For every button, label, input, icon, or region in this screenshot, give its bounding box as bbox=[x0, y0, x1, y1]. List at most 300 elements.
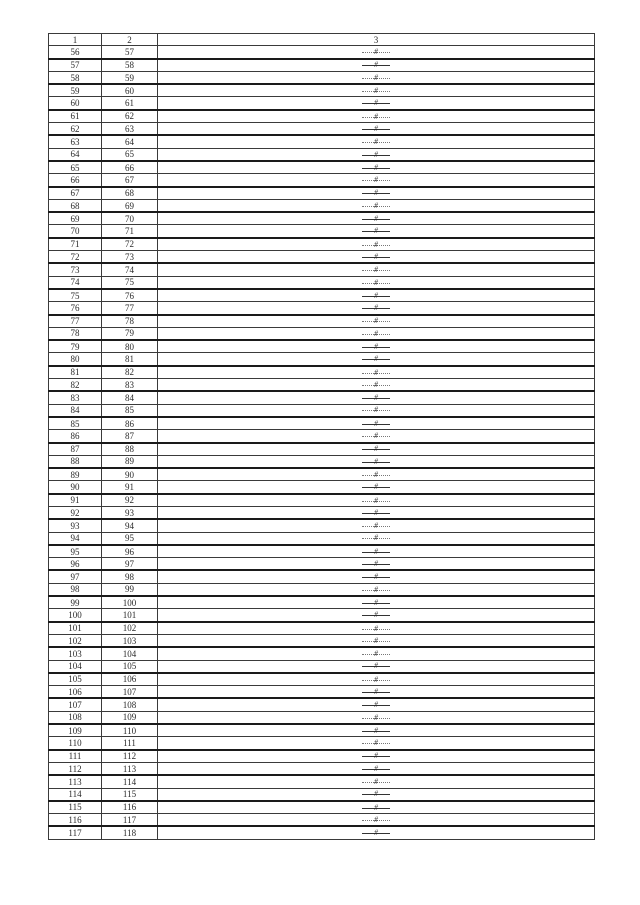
table-row bbox=[49, 609, 595, 622]
cell-col-2: 70 bbox=[102, 212, 158, 225]
mark-symbol: # bbox=[374, 379, 378, 389]
cell-col-3 bbox=[158, 558, 595, 571]
cell-col-2: 105 bbox=[102, 660, 158, 673]
table-row bbox=[49, 276, 595, 289]
cell-col-3 bbox=[158, 826, 595, 839]
cell-col-3 bbox=[158, 443, 595, 456]
table-row bbox=[49, 161, 595, 174]
cell-col-1: 61 bbox=[49, 110, 102, 123]
cell-col-2: 60 bbox=[102, 84, 158, 97]
cell-mark bbox=[362, 701, 390, 710]
table-row bbox=[49, 174, 595, 187]
cell-col-3 bbox=[158, 570, 595, 583]
cell-col-3 bbox=[158, 340, 595, 353]
cell-col-3 bbox=[158, 417, 595, 430]
mark-symbol: # bbox=[374, 251, 378, 261]
cell-col-3 bbox=[158, 289, 595, 302]
mark-symbol: # bbox=[374, 456, 378, 466]
mark-symbol: # bbox=[374, 482, 378, 492]
cell-mark bbox=[362, 560, 390, 569]
cell-col-3 bbox=[158, 737, 595, 750]
cell-mark bbox=[362, 304, 390, 313]
cell-col-1: 88 bbox=[49, 455, 102, 468]
cell-col-2: 72 bbox=[102, 238, 158, 251]
cell-col-2: 90 bbox=[102, 468, 158, 481]
cell-col-1: 59 bbox=[49, 84, 102, 97]
cell-col-2: 59 bbox=[102, 71, 158, 84]
cell-mark bbox=[362, 292, 390, 301]
mark-symbol: # bbox=[374, 111, 378, 121]
cell-col-3 bbox=[158, 801, 595, 814]
cell-col-2: 62 bbox=[102, 110, 158, 123]
cell-mark bbox=[362, 714, 390, 723]
mark-symbol: # bbox=[374, 188, 378, 198]
table-row bbox=[49, 327, 595, 340]
cell-col-3 bbox=[158, 762, 595, 775]
mark-symbol: # bbox=[374, 584, 378, 594]
cell-col-1: 62 bbox=[49, 123, 102, 136]
cell-col-1: 68 bbox=[49, 199, 102, 212]
cell-col-2: 100 bbox=[102, 596, 158, 609]
cell-col-2: 110 bbox=[102, 724, 158, 737]
cell-mark bbox=[362, 317, 390, 326]
cell-col-3 bbox=[158, 494, 595, 507]
mark-symbol: # bbox=[374, 700, 378, 710]
cell-col-2: 113 bbox=[102, 762, 158, 775]
cell-mark bbox=[362, 215, 390, 224]
cell-col-1: 63 bbox=[49, 135, 102, 148]
cell-mark bbox=[362, 458, 390, 467]
cell-col-1: 91 bbox=[49, 494, 102, 507]
cell-col-3 bbox=[158, 315, 595, 328]
cell-mark bbox=[362, 138, 390, 147]
cell-mark bbox=[362, 394, 390, 403]
cell-mark bbox=[362, 471, 390, 480]
mark-symbol: # bbox=[374, 162, 378, 172]
cell-mark bbox=[362, 739, 390, 748]
cell-col-2: 81 bbox=[102, 353, 158, 366]
cell-col-2: 78 bbox=[102, 315, 158, 328]
cell-col-3 bbox=[158, 327, 595, 340]
cell-mark bbox=[362, 509, 390, 518]
table-row bbox=[49, 737, 595, 750]
mark-symbol: # bbox=[374, 86, 378, 96]
mark-symbol: # bbox=[374, 635, 378, 645]
cell-col-1: 83 bbox=[49, 391, 102, 404]
table-row bbox=[49, 46, 595, 59]
cell-col-1: 66 bbox=[49, 174, 102, 187]
table-row bbox=[49, 430, 595, 443]
mark-symbol: # bbox=[374, 572, 378, 582]
cell-col-2: 69 bbox=[102, 199, 158, 212]
cell-col-1: 79 bbox=[49, 340, 102, 353]
cell-mark bbox=[362, 48, 390, 57]
cell-mark bbox=[362, 804, 390, 813]
cell-col-2: 87 bbox=[102, 430, 158, 443]
cell-col-3 bbox=[158, 148, 595, 161]
cell-col-1: 65 bbox=[49, 161, 102, 174]
table-row bbox=[49, 468, 595, 481]
cell-col-2: 86 bbox=[102, 417, 158, 430]
cell-mark bbox=[362, 573, 390, 582]
cell-col-3 bbox=[158, 532, 595, 545]
cell-col-1: 111 bbox=[49, 750, 102, 763]
cell-mark bbox=[362, 534, 390, 543]
cell-col-1: 109 bbox=[49, 724, 102, 737]
cell-col-2: 68 bbox=[102, 187, 158, 200]
cell-mark bbox=[362, 522, 390, 531]
table-row bbox=[49, 225, 595, 238]
table-row bbox=[49, 391, 595, 404]
mark-symbol: # bbox=[374, 802, 378, 812]
cell-col-3 bbox=[158, 225, 595, 238]
table-row bbox=[49, 724, 595, 737]
mark-symbol: # bbox=[374, 444, 378, 454]
cell-col-3 bbox=[158, 724, 595, 737]
cell-mark bbox=[362, 662, 390, 671]
table-row bbox=[49, 71, 595, 84]
table-row bbox=[49, 532, 595, 545]
cell-col-1: 57 bbox=[49, 59, 102, 72]
cell-col-3 bbox=[158, 391, 595, 404]
cell-mark bbox=[362, 778, 390, 787]
cell-col-1: 85 bbox=[49, 417, 102, 430]
mark-symbol: # bbox=[374, 149, 378, 159]
table-row bbox=[49, 814, 595, 827]
mark-symbol: # bbox=[374, 47, 378, 57]
cell-col-2: 84 bbox=[102, 391, 158, 404]
table-row bbox=[49, 762, 595, 775]
table-row bbox=[49, 110, 595, 123]
cell-col-3 bbox=[158, 647, 595, 660]
mark-symbol: # bbox=[374, 623, 378, 633]
cell-col-2: 71 bbox=[102, 225, 158, 238]
cell-col-3 bbox=[158, 404, 595, 417]
cell-col-3 bbox=[158, 506, 595, 519]
cell-col-1: 96 bbox=[49, 558, 102, 571]
cell-mark bbox=[362, 99, 390, 108]
table-row bbox=[49, 187, 595, 200]
cell-mark bbox=[362, 765, 390, 774]
mark-symbol: # bbox=[374, 290, 378, 300]
cell-col-1: 90 bbox=[49, 481, 102, 494]
mark-symbol: # bbox=[374, 214, 378, 224]
cell-mark bbox=[362, 688, 390, 697]
cell-col-1: 102 bbox=[49, 634, 102, 647]
cell-col-1: 101 bbox=[49, 622, 102, 635]
cell-col-2: 67 bbox=[102, 174, 158, 187]
table-row bbox=[49, 775, 595, 788]
table-row bbox=[49, 711, 595, 724]
cell-col-3 bbox=[158, 673, 595, 686]
table-row bbox=[49, 443, 595, 456]
mark-symbol: # bbox=[374, 649, 378, 659]
cell-col-2: 83 bbox=[102, 379, 158, 392]
mark-symbol: # bbox=[374, 393, 378, 403]
cell-col-2: 93 bbox=[102, 506, 158, 519]
header-col-1: 1 bbox=[49, 34, 102, 46]
cell-col-1: 58 bbox=[49, 71, 102, 84]
cell-mark bbox=[362, 548, 390, 557]
cell-col-2: 91 bbox=[102, 481, 158, 494]
table-row bbox=[49, 686, 595, 699]
header-col-2: 2 bbox=[102, 34, 158, 46]
table-row bbox=[49, 238, 595, 251]
mark-symbol: # bbox=[374, 123, 378, 133]
cell-col-1: 80 bbox=[49, 353, 102, 366]
cell-mark bbox=[362, 113, 390, 122]
cell-mark bbox=[362, 381, 390, 390]
cell-col-2: 58 bbox=[102, 59, 158, 72]
cell-mark bbox=[362, 816, 390, 825]
cell-mark bbox=[362, 355, 390, 364]
cell-col-3 bbox=[158, 46, 595, 59]
mark-symbol: # bbox=[374, 341, 378, 351]
mark-symbol: # bbox=[374, 507, 378, 517]
cell-col-2: 118 bbox=[102, 826, 158, 839]
cell-col-2: 112 bbox=[102, 750, 158, 763]
table-row bbox=[49, 84, 595, 97]
table-body bbox=[49, 46, 595, 839]
mark-symbol: # bbox=[374, 328, 378, 338]
cell-mark bbox=[362, 625, 390, 634]
cell-col-1: 98 bbox=[49, 583, 102, 596]
cell-col-2: 73 bbox=[102, 251, 158, 264]
cell-mark bbox=[362, 650, 390, 659]
cell-col-2: 82 bbox=[102, 366, 158, 379]
mark-symbol: # bbox=[374, 367, 378, 377]
cell-col-3 bbox=[158, 686, 595, 699]
cell-col-3 bbox=[158, 750, 595, 763]
cell-col-1: 106 bbox=[49, 686, 102, 699]
cell-mark bbox=[362, 151, 390, 160]
table-row bbox=[49, 634, 595, 647]
cell-col-2: 99 bbox=[102, 583, 158, 596]
table-row bbox=[49, 404, 595, 417]
cell-col-2: 115 bbox=[102, 788, 158, 801]
cell-col-3 bbox=[158, 161, 595, 174]
cell-col-1: 89 bbox=[49, 468, 102, 481]
mark-symbol: # bbox=[374, 303, 378, 313]
cell-col-2: 109 bbox=[102, 711, 158, 724]
header-row bbox=[49, 34, 595, 46]
table-row bbox=[49, 97, 595, 110]
mark-symbol: # bbox=[374, 200, 378, 210]
table-row bbox=[49, 750, 595, 763]
table-row bbox=[49, 622, 595, 635]
cell-col-3 bbox=[158, 698, 595, 711]
cell-mark bbox=[362, 483, 390, 492]
cell-col-2: 76 bbox=[102, 289, 158, 302]
cell-col-3 bbox=[158, 430, 595, 443]
cell-col-1: 104 bbox=[49, 660, 102, 673]
cell-col-3 bbox=[158, 110, 595, 123]
mark-symbol: # bbox=[374, 533, 378, 543]
table-row bbox=[49, 570, 595, 583]
mark-symbol: # bbox=[374, 751, 378, 761]
cell-mark bbox=[362, 676, 390, 685]
table-row bbox=[49, 212, 595, 225]
cell-mark bbox=[362, 599, 390, 608]
cell-col-3 bbox=[158, 84, 595, 97]
cell-col-2: 95 bbox=[102, 532, 158, 545]
cell-col-2: 77 bbox=[102, 302, 158, 315]
cell-col-2: 102 bbox=[102, 622, 158, 635]
table-row bbox=[49, 315, 595, 328]
table-row bbox=[49, 123, 595, 136]
cell-col-2: 74 bbox=[102, 263, 158, 276]
cell-col-3 bbox=[158, 302, 595, 315]
mark-symbol: # bbox=[374, 789, 378, 799]
cell-col-3 bbox=[158, 788, 595, 801]
cell-mark bbox=[362, 330, 390, 339]
mark-symbol: # bbox=[374, 828, 378, 838]
cell-col-1: 112 bbox=[49, 762, 102, 775]
mark-symbol: # bbox=[374, 495, 378, 505]
mark-symbol: # bbox=[374, 175, 378, 185]
cell-col-2: 94 bbox=[102, 519, 158, 532]
cell-col-1: 82 bbox=[49, 379, 102, 392]
cell-col-2: 88 bbox=[102, 443, 158, 456]
cell-col-2: 108 bbox=[102, 698, 158, 711]
table-row bbox=[49, 583, 595, 596]
cell-col-1: 92 bbox=[49, 506, 102, 519]
mark-symbol: # bbox=[374, 72, 378, 82]
cell-col-2: 80 bbox=[102, 340, 158, 353]
mark-symbol: # bbox=[374, 674, 378, 684]
cell-col-3 bbox=[158, 660, 595, 673]
table-row bbox=[49, 379, 595, 392]
cell-col-3 bbox=[158, 379, 595, 392]
cell-mark bbox=[362, 202, 390, 211]
table-row bbox=[49, 545, 595, 558]
cell-col-2: 103 bbox=[102, 634, 158, 647]
cell-col-2: 107 bbox=[102, 686, 158, 699]
mark-symbol: # bbox=[374, 60, 378, 70]
mark-symbol: # bbox=[374, 712, 378, 722]
cell-col-1: 105 bbox=[49, 673, 102, 686]
cell-col-3 bbox=[158, 135, 595, 148]
cell-mark bbox=[362, 253, 390, 262]
table-row bbox=[49, 596, 595, 609]
header-col-3: 3 bbox=[158, 34, 595, 46]
table-row bbox=[49, 302, 595, 315]
cell-col-1: 116 bbox=[49, 814, 102, 827]
table-row bbox=[49, 660, 595, 673]
cell-col-2: 75 bbox=[102, 276, 158, 289]
mark-symbol: # bbox=[374, 738, 378, 748]
cell-col-3 bbox=[158, 97, 595, 110]
cell-col-3 bbox=[158, 622, 595, 635]
mark-symbol: # bbox=[374, 559, 378, 569]
mark-symbol: # bbox=[374, 687, 378, 696]
cell-mark bbox=[362, 420, 390, 429]
cell-mark bbox=[362, 74, 390, 83]
cell-col-1: 114 bbox=[49, 788, 102, 801]
cell-col-3 bbox=[158, 775, 595, 788]
table-row bbox=[49, 558, 595, 571]
cell-col-3 bbox=[158, 545, 595, 558]
cell-mark bbox=[362, 829, 390, 838]
table-row bbox=[49, 481, 595, 494]
cell-mark bbox=[362, 790, 390, 799]
cell-col-3 bbox=[158, 212, 595, 225]
table-row bbox=[49, 353, 595, 366]
cell-col-1: 78 bbox=[49, 327, 102, 340]
cell-col-3 bbox=[158, 251, 595, 264]
cell-col-1: 115 bbox=[49, 801, 102, 814]
cell-mark bbox=[362, 164, 390, 173]
table-row bbox=[49, 455, 595, 468]
cell-mark bbox=[362, 432, 390, 441]
table-row bbox=[49, 519, 595, 532]
mark-symbol: # bbox=[374, 354, 378, 364]
mark-symbol: # bbox=[374, 469, 378, 479]
cell-mark bbox=[362, 343, 390, 352]
mark-symbol: # bbox=[374, 661, 378, 671]
table-row bbox=[49, 199, 595, 212]
cell-mark bbox=[362, 406, 390, 415]
cell-col-2: 104 bbox=[102, 647, 158, 660]
cell-col-1: 93 bbox=[49, 519, 102, 532]
cell-col-2: 106 bbox=[102, 673, 158, 686]
cell-col-3 bbox=[158, 174, 595, 187]
cell-col-3 bbox=[158, 238, 595, 251]
cell-col-3 bbox=[158, 596, 595, 609]
cell-mark bbox=[362, 279, 390, 288]
cell-col-2: 101 bbox=[102, 609, 158, 622]
cell-col-1: 77 bbox=[49, 315, 102, 328]
cell-col-3 bbox=[158, 814, 595, 827]
cell-mark bbox=[362, 176, 390, 185]
cell-col-1: 97 bbox=[49, 570, 102, 583]
cell-col-2: 98 bbox=[102, 570, 158, 583]
cell-col-1: 94 bbox=[49, 532, 102, 545]
cell-col-3 bbox=[158, 123, 595, 136]
cell-col-2: 63 bbox=[102, 123, 158, 136]
cell-col-2: 97 bbox=[102, 558, 158, 571]
mark-symbol: # bbox=[374, 777, 378, 787]
cell-col-2: 96 bbox=[102, 545, 158, 558]
cell-col-1: 86 bbox=[49, 430, 102, 443]
cell-col-2: 57 bbox=[102, 46, 158, 59]
mark-symbol: # bbox=[374, 763, 378, 773]
mark-symbol: # bbox=[374, 239, 378, 249]
mark-symbol: # bbox=[374, 316, 378, 326]
cell-col-1: 87 bbox=[49, 443, 102, 456]
cell-col-2: 117 bbox=[102, 814, 158, 827]
table-row bbox=[49, 673, 595, 686]
mark-symbol: # bbox=[374, 597, 378, 607]
cell-col-2: 111 bbox=[102, 737, 158, 750]
cell-col-1: 64 bbox=[49, 148, 102, 161]
cell-col-3 bbox=[158, 519, 595, 532]
cell-col-1: 99 bbox=[49, 596, 102, 609]
cell-col-2: 85 bbox=[102, 404, 158, 417]
cell-mark bbox=[362, 637, 390, 646]
cell-col-3 bbox=[158, 455, 595, 468]
cell-col-2: 116 bbox=[102, 801, 158, 814]
cell-col-1: 107 bbox=[49, 698, 102, 711]
table-row bbox=[49, 826, 595, 839]
cell-col-3 bbox=[158, 263, 595, 276]
table-row bbox=[49, 340, 595, 353]
cell-col-2: 65 bbox=[102, 148, 158, 161]
cell-col-1: 100 bbox=[49, 609, 102, 622]
mark-symbol: # bbox=[374, 277, 378, 287]
cell-col-3 bbox=[158, 366, 595, 379]
mark-symbol: # bbox=[374, 431, 378, 441]
